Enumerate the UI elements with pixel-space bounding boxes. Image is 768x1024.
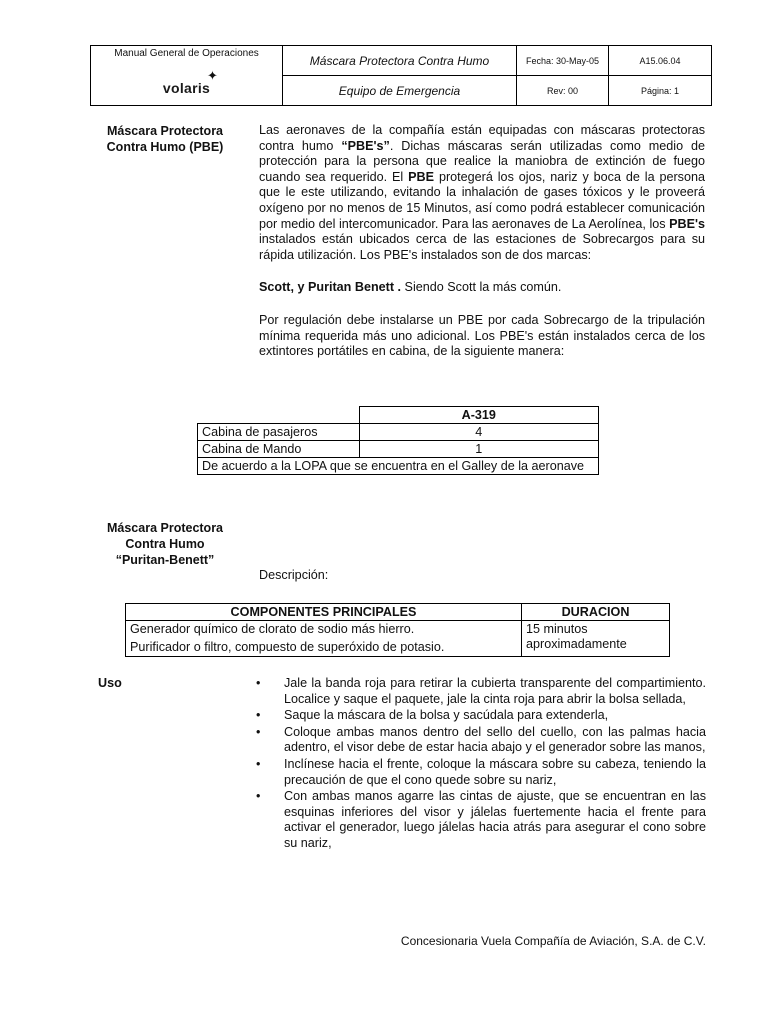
section1.p1-text-run: PBE's: [669, 216, 705, 231]
bullet-icon: •: [256, 676, 261, 690]
bullet-icon: •: [256, 756, 261, 771]
table-row: [126, 621, 670, 657]
manual-label: Manual General de Operaciones: [114, 48, 259, 59]
doc-title: Máscara Protectora Contra Humo: [283, 46, 517, 76]
list-item: [256, 708, 706, 724]
pbe-table-header: A-319: [359, 407, 599, 424]
doc-code: A15.06.04: [609, 46, 712, 76]
pbe-table: [197, 406, 599, 475]
bullet-icon: •: [256, 724, 261, 739]
uso-heading: Uso: [98, 676, 122, 690]
list-item-text: Con ambas manos agarre las cintas de ajuste, que se encuentran en las esquinas inferiores del visor y jálelas fuertemente hacia el frente para activar el generador, luego jálelas hacia atrás para asegurar el cono sobre su nariz,: [284, 789, 706, 850]
section1.p1-text-run: “PBE's”: [341, 138, 390, 153]
list-item: [256, 789, 706, 851]
section1-brands-line: [259, 280, 705, 296]
list-item-text: Jale la banda roja para retirar la cubierta transparente del compartimiento. Localice y saque el paquete, jale la cinta roja para abrir la bolsa sellada,: [284, 676, 706, 706]
pbe-table-note: De acuerdo a la LOPA que se encuentra en el Galley de la aeronave: [198, 458, 599, 475]
components-header: COMPONENTES PRINCIPALES: [126, 604, 522, 621]
uso-list: [256, 676, 706, 853]
section1-paragraph2: Por regulación debe instalarse un PBE por cada Sobrecargo de la tripulación mínima requerida más uno adicional. Los PBE's están instalados cerca de los extintores portátiles en cabina, de la siguiente manera:: [259, 313, 705, 359]
components-table: [125, 603, 670, 657]
manual-cell: [91, 46, 283, 106]
section1.p1_last-text-run: Siendo Scott la más común.: [401, 280, 562, 294]
list-item: [256, 725, 706, 756]
bullet-icon: •: [256, 708, 261, 723]
section1.p1_last-text-run: Scott, y Puritan Benett .: [259, 280, 402, 294]
section2-heading: Máscara Protectora Contra Humo “Puritan-Benett”: [106, 521, 224, 567]
volaris-logo: volaris: [162, 80, 211, 96]
document-header: [90, 45, 712, 106]
duration-header: DURACION: [522, 604, 670, 621]
duration-value: 15 minutos aproximadamente: [522, 621, 670, 657]
section1.p1-text-run: instalados están ubicados cerca de las estaciones de Sobrecargos para su rápida utilización. Los PBE's instalados son de dos marcas:: [259, 232, 705, 262]
section1.p1-text-run: protegerá los ojos, nariz y boca de la persona que le este utilizando, evitando la inhalación de gases tóxicos y le proveerá oxígeno por no menos de 15 Minutos, así como podrá establecer comunicación por medio del intercomunicador. Para las aeronaves de La Aerolínea, los: [259, 169, 705, 231]
doc-page: Página: 1: [609, 76, 712, 106]
bullet-icon: •: [256, 789, 261, 804]
list-item-text: Saque la máscara de la bolsa y sacúdala para extenderla,: [284, 708, 609, 723]
component-item: Generador químico de clorato de sodio más hierro.: [130, 622, 415, 636]
table-row: Cabina de Mando 1: [198, 441, 599, 458]
list-item-text: Inclínese hacia el frente, coloque la máscara sobre su cabeza, teniendo la precaución de que el cono quede sobre su nariz,: [284, 756, 706, 787]
section1-heading: Máscara Protectora Contra Humo (PBE): [106, 124, 224, 154]
list-item: [256, 676, 706, 707]
description-label: Descripción:: [259, 568, 329, 582]
section1-paragraph1: [259, 123, 705, 263]
section1.p1-text-run: . Dichas máscaras serán utilizadas como medio de protección para la persona que realice la maniobra de extinción de fuego cuando sea requerido. El: [259, 138, 705, 184]
list-item: [256, 757, 706, 788]
list-item-text: Coloque ambas manos dentro del sello del cuello, con las palmas hacia adentro, el visor debe de estar hacia abajo y el generador sobre las manos,: [284, 724, 706, 755]
section1.p1-text-run: PBE: [408, 169, 435, 184]
section1.p1-text-run: Las aeronaves de la compañía están equipadas con máscaras protectoras contra humo: [259, 123, 705, 153]
table-row: [198, 458, 599, 475]
doc-date: Fecha: 30-May-05: [517, 46, 609, 76]
doc-subtitle: Equipo de Emergencia: [283, 76, 517, 106]
doc-rev: Rev: 00: [517, 76, 609, 106]
table-row: Cabina de pasajeros 4: [198, 424, 599, 441]
logo-star-icon: ✦: [207, 68, 218, 83]
footer-company: Concesionaria Vuela Compañía de Aviación, S.A. de C.V.: [400, 934, 706, 948]
component-item: Purificador o filtro, compuesto de superóxido de potasio.: [130, 640, 445, 654]
